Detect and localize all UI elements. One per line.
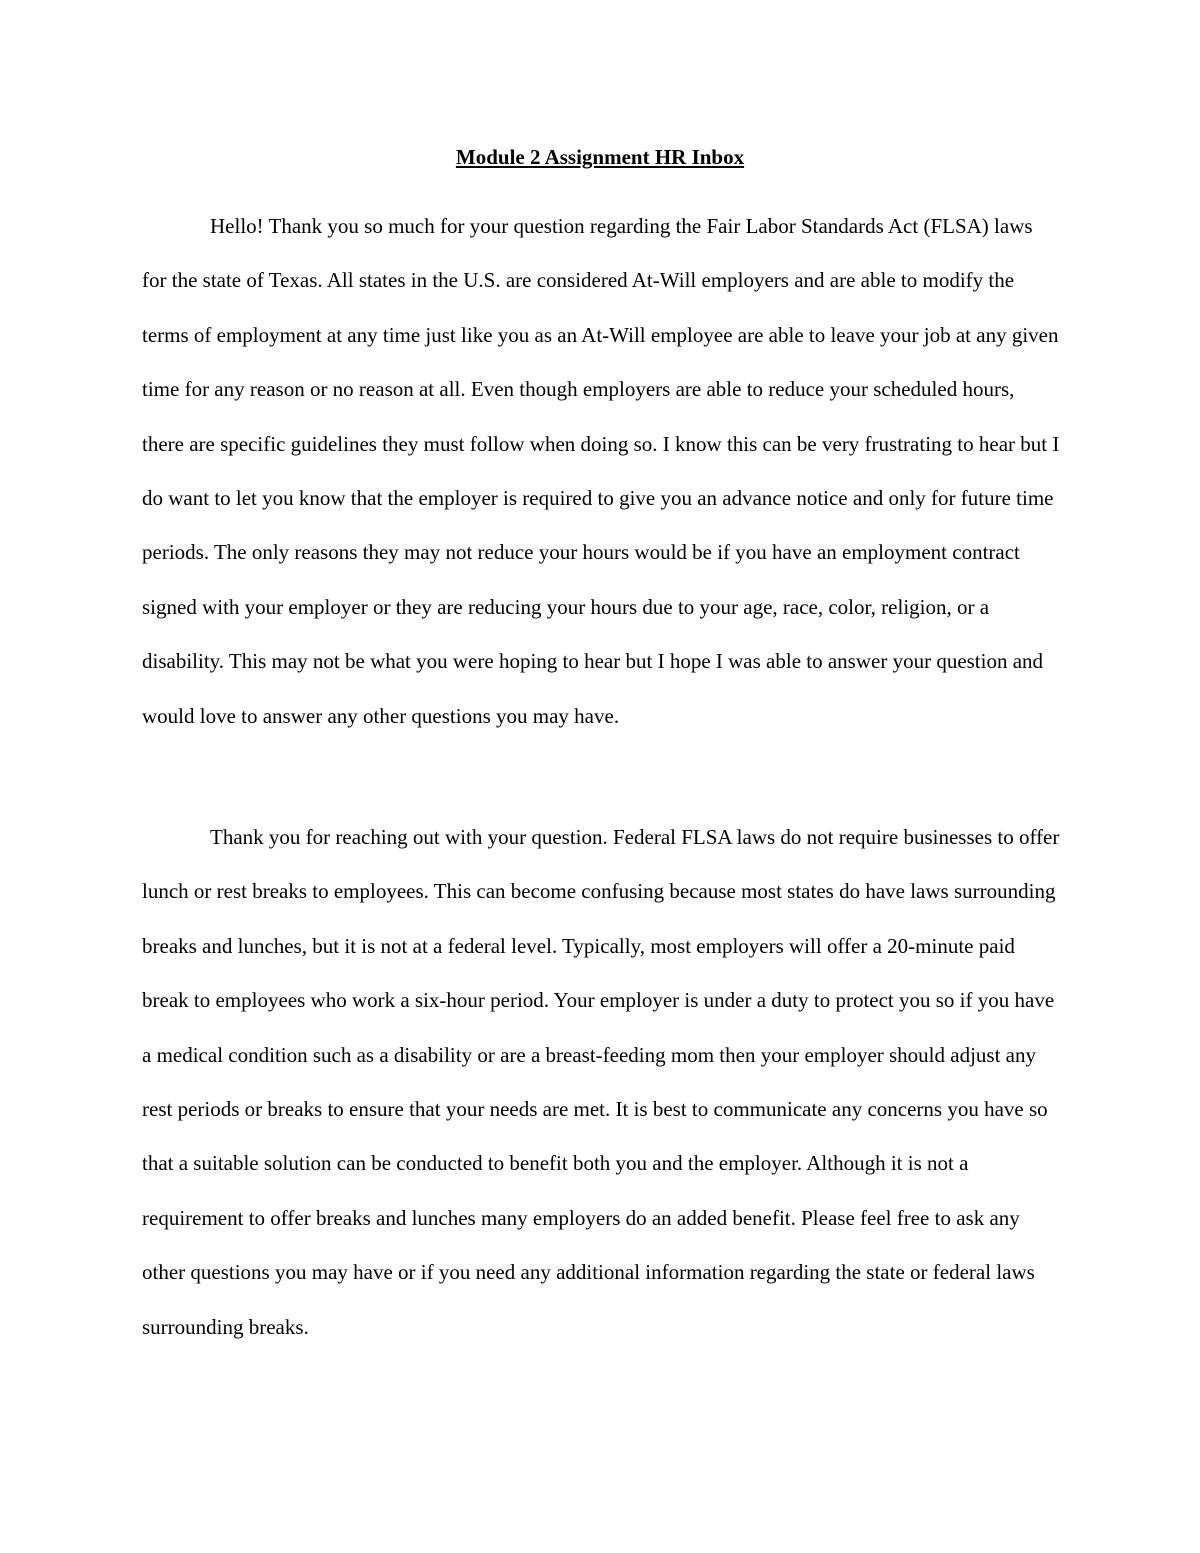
paragraph-flsa-hours: Hello! Thank you so much for your question regarding the Fair Labor Standards Act (FLSA) laws for the state of Texas. All states in the U.S. are considered At-Will employers and are able to modify the terms of employment at any time just like you as an At-Will employee are able to leave your job at any given time for any reason or no reason at all. Even though employers are able to reduce your scheduled hours, there are specific guidelines they must follow when doing so. I know this can be very frustrating to hear but I do want to let you know that the employer is required to give you an advance notice and only for future time periods. The only reasons they may not reduce your hours would be if you have an employment contract signed with your employer or they are reducing your hours due to your age, race, color, religion, or a disability. This may not be what you were hoping to hear but I hope I was able to answer your question and would love to answer any other questions you may have. [142, 214, 1060, 728]
paragraph-breaks: Thank you for reaching out with your question. Federal FLSA laws do not require businesses to offer lunch or rest breaks to employees. This can become confusing because most states do have laws surrounding breaks and lunches, but it is not at a federal level. Typically, most employers will offer a 20-minute paid break to employees who work a six-hour period. Your employer is under a duty to protect you so if you have a medical condition such as a disability or are a breast-feeding mom then your employer should adjust any rest periods or breaks to ensure that your needs are met. It is best to communicate any concerns you have so that a suitable solution can be conducted to benefit both you and the employer. Although it is not a requirement to offer breaks and lunches many employers do an added benefit. Please feel free to ask any other questions you may have or if you need any additional information regarding the state or federal laws surrounding breaks. [142, 825, 1060, 1339]
document-title: Module 2 Assignment HR Inbox [455, 145, 745, 169]
